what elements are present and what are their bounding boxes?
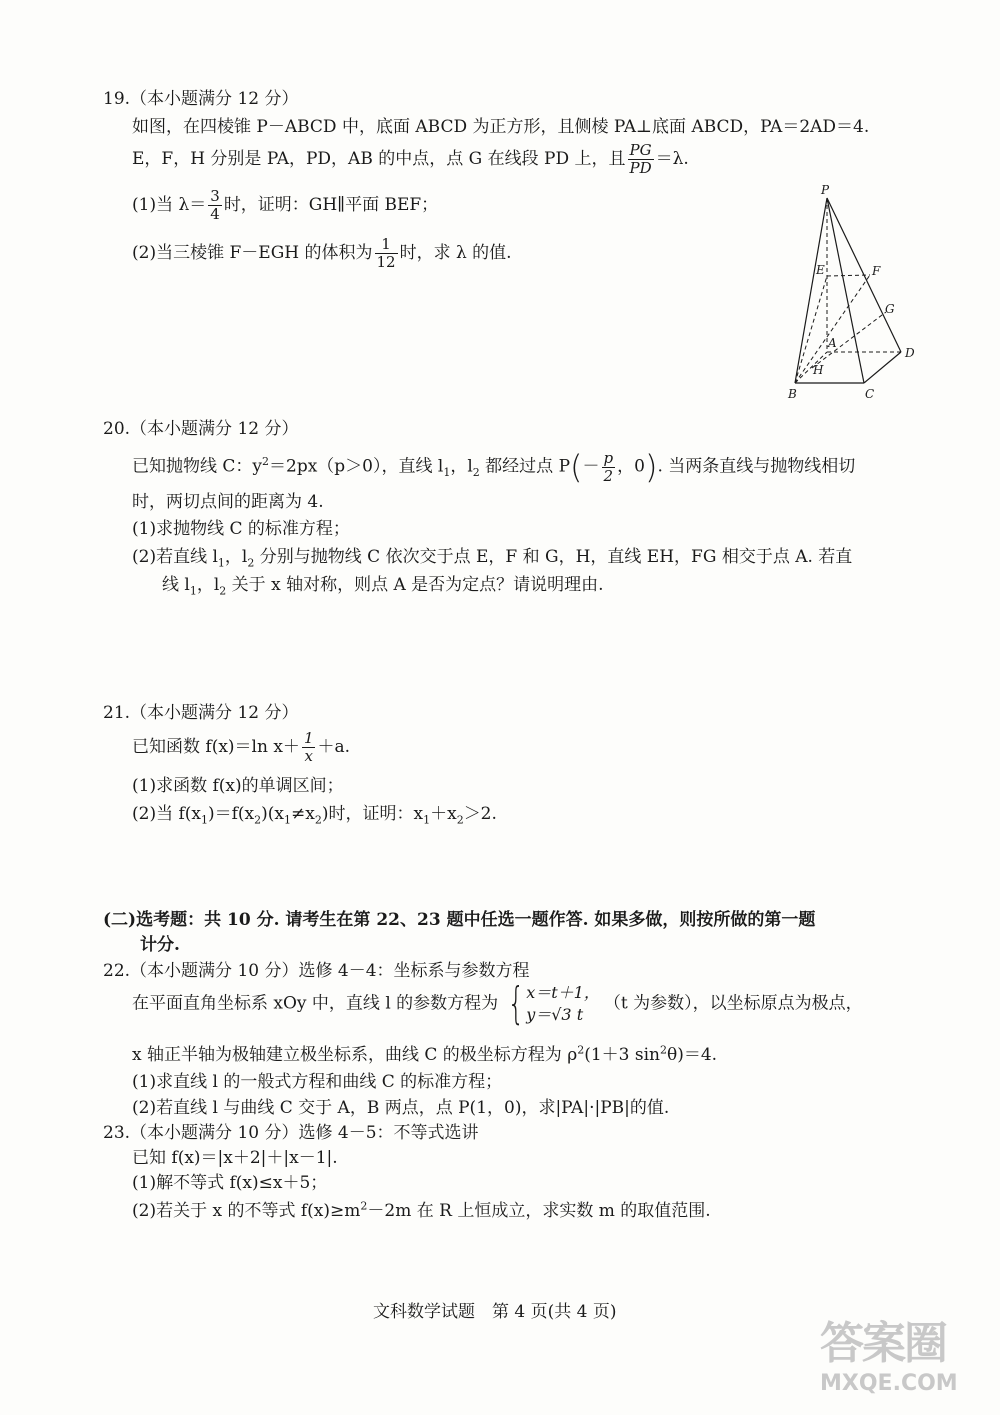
q19-number: 19.（本小题满分 12 分） xyxy=(103,89,299,109)
q23-line1: 已知 f(x)＝|x＋2|＋|x－1|. xyxy=(132,1148,338,1168)
seg-BF xyxy=(795,275,870,383)
label-C: C xyxy=(865,387,875,401)
edge-PB xyxy=(795,198,827,383)
watermark-url: MXQE.COM xyxy=(820,1371,958,1396)
pyramid-figure xyxy=(780,180,930,405)
q22-part1: (1)求直线 l 的一般式方程和曲线 C 的标准方程； xyxy=(132,1072,503,1092)
q20-line2: 时，两切点间的距离为 4. xyxy=(132,492,324,512)
label-D: D xyxy=(905,346,915,360)
q20-part2-line2: 线 $l_1$，$l_2$ 关于 x 轴对称，则点 A 是否为定点？请说明理由. xyxy=(162,575,604,598)
q20-part2-line1: (2)若直线 $l_1$，$l_2$ 分别与抛物线 C 依次交于点 E，F 和 G，H，直线 EH，FG 相交于点 A. 若直 xyxy=(132,547,853,570)
q19-part2: (2)当三棱锥 F－EGH 的体积为 $\frac{1}{12}$ 时，求 λ 的值. xyxy=(132,235,512,271)
label-P: P xyxy=(821,183,830,197)
q19-line2: E，F，H 分别是 PA，PD，AB 的中点，点 G 在线段 PD 上，且 $\frac{PG}{PD}$ ＝λ. xyxy=(132,141,689,177)
label-A: A xyxy=(828,336,837,350)
q23-part2: (2)若关于 x 的不等式 $f(x)\ge m^2-2m$ 在 R 上恒成立，求实数 m 的取值范围. xyxy=(132,1199,711,1221)
q20-number: 20.（本小题满分 12 分） xyxy=(103,419,299,439)
label-E: E xyxy=(816,263,825,277)
q23-part1: (1)解不等式 f(x)≤x＋5； xyxy=(132,1173,328,1193)
seg-HG xyxy=(812,312,886,368)
page-footer: 文科数学试题 第 4 页(共 4 页) xyxy=(373,1302,617,1322)
label-G: G xyxy=(885,302,895,316)
q19-part1: (1)当 λ＝ $\frac{3}{4}$ 时，证明：GH∥平面 BEF； xyxy=(132,187,439,223)
q19-line1: 如图，在四棱锥 P－ABCD 中，底面 ABCD 为正方形，且侧棱 PA⊥底面 ABCD，PA＝2AD＝4. xyxy=(132,117,870,137)
section2-heading-line2: 计分. xyxy=(140,935,180,955)
watermark-logo xyxy=(820,1307,970,1397)
q22-part2: (2)若直线 l 与曲线 C 交于 A，B 两点，点 P(1，0)，求|PA|·|PB|的值. xyxy=(132,1098,670,1118)
q21-line1: 已知函数 f(x)＝ln x＋ $\frac{1}{x}$ ＋a. xyxy=(132,729,351,765)
edge-PC xyxy=(827,198,864,383)
parametric-system: { x＝t＋1， y＝√3 t xyxy=(507,978,600,1029)
label-H: H xyxy=(813,363,824,377)
q20-line1: 已知抛物线 C：$y^2=2px(p>0)$，直线 $l_1$，$l_2$ 都经过点 P(－ $\frac{p}{2}$ ，0). 当两条直线与抛物线相切 xyxy=(132,448,856,486)
q23-number: 23.（本小题满分 10 分）选修 4－5：不等式选讲 xyxy=(103,1123,479,1143)
q20-part1: (1)求抛物线 C 的标准方程； xyxy=(132,519,350,539)
q21-part2: (2)当 $f(x_1)=f(x_2)(x_1\ne x_2)$时，证明：$x_1+x_2>2$. xyxy=(132,804,497,827)
edge-CD xyxy=(864,352,901,383)
seg-EF xyxy=(827,275,870,276)
q22-line1: 在平面直角坐标系 xOy 中，直线 l 的参数方程为 { x＝t＋1， y＝√3 t （t 为参数），以坐标原点为极点， xyxy=(132,978,863,1029)
label-F: F xyxy=(872,264,881,278)
q22-line2: x 轴正半轴为极轴建立极坐标系，曲线 C 的极坐标方程为 $\rho^2(1+3$ $\sin^2\theta)=4$. xyxy=(132,1043,718,1065)
section2-heading-line1: (二)选考题：共 10 分. 请考生在第 22、23 题中任选一题作答. 如果多做，则按所做的第一题 xyxy=(103,910,816,930)
label-B: B xyxy=(788,387,797,401)
q21-number: 21.（本小题满分 12 分） xyxy=(103,703,299,723)
q22-number: 22.（本小题满分 10 分）选修 4－4：坐标系与参数方程 xyxy=(103,961,530,981)
q21-part1: (1)求函数 f(x)的单调区间； xyxy=(132,776,344,796)
watermark-chars: 答案圈 xyxy=(820,1318,946,1369)
